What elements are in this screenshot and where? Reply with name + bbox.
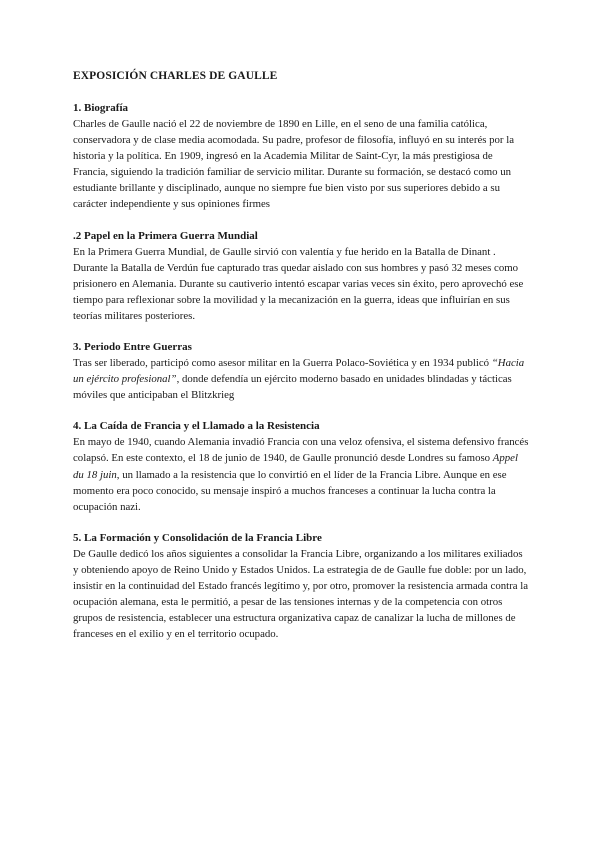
section-heading: 5. La Formación y Consolidación de la Francia Libre [73,531,322,544]
section-paragraph [73,434,530,514]
paragraph-text: , donde defendía un ejército moderno basado en unidades blindadas y tácticas móviles que anticipaban el Blitzkrieg [73,373,512,402]
section-caida-francia [73,419,530,514]
book-title-italic: “Hacia un ejército profesional” [73,357,525,386]
section-paragraph: De Gaulle dedicó los años siguientes a consolidar la Francia Libre, organizando a los militares exiliados y obteniendo apoyo de Reino Unido y Estados Unidos. La estrategia de de Gaulle fue doble: por un lado, insistir en la continuidad del Estado francés legítimo y, por otro, promover la resistencia armada contra la ocupación alemana, esta le permitió, a pesar de las tensiones internas y de la competencia con otros grupos de resistencia, establecer una estructura organizativa capaz de canalizar la lucha de millones de franceses en el exilio y en el territorio ocupado. [73,547,529,641]
document-title: EXPOSICIÓN CHARLES DE GAULLE [73,70,278,82]
section-francia-libre [73,531,530,643]
paragraph-text: Tras ser liberado, participó como asesor militar en la Guerra Polaco-Soviética y en 1934 publicó [73,357,492,370]
speech-title-italic: Appel du 18 juin [73,452,518,481]
section-biografia [73,101,530,213]
section-entre-guerras [73,340,530,403]
section-paragraph: Charles de Gaulle nació el 22 de noviembre de 1890 en Lille, en el seno de una familia católica, conservadora y de clase media acomodada. Su padre, profesor de filosofía, influyó en su interés por la historia y la política. En 1909, ingresó en la Academia Militar de Saint-Cyr, la más prestigiosa de Francia, siguiendo la tradición familiar de servicio militar. Durante su formación, se destacó como un estudiante brillante y disciplinado, aunque no siempre fue bien visto por sus superiores debido a su carácter independiente y sus opiniones firmes [73,118,515,211]
section-paragraph [73,355,530,403]
section-heading: .2 Papel en la Primera Guerra Mundial [73,229,258,242]
paragraph-text: En mayo de 1940, cuando Alemania invadió Francia con una veloz ofensiva, el sistema defensivo francés colapsó. En este contexto, el 18 de junio de 1940, de Gaulle pronunció desde Londres su famoso [73,436,529,465]
paragraph-text: , un llamado a la resistencia que lo convirtió en el líder de la Francia Libre. Aunque en ese momento era poco conocido, su mensaje inspiró a muchos franceses a continuar la lucha contra la ocupación nazi. [73,468,507,513]
section-paragraph: En la Primera Guerra Mundial, de Gaulle sirvió con valentía y fue herido en la Batalla de Dinant . Durante la Batalla de Verdún fue capturado tras quedar aislado con sus hombres y pasó 32 meses como prisionero en Alemania. Durante su cautiverio intentó escapar varias veces sin éxito, pero aprovechó ese tiempo para reflexionar sobre la movilidad y la mecanización en la guerra, ideas que influirían en sus teorías militares posteriores. [73,245,524,322]
section-heading: 4. La Caída de Francia y el Llamado a la Resistencia [73,420,320,433]
section-heading: 1. Biografía [73,102,128,114]
section-primera-guerra [73,229,530,324]
section-heading: 3. Periodo Entre Guerras [73,341,192,354]
